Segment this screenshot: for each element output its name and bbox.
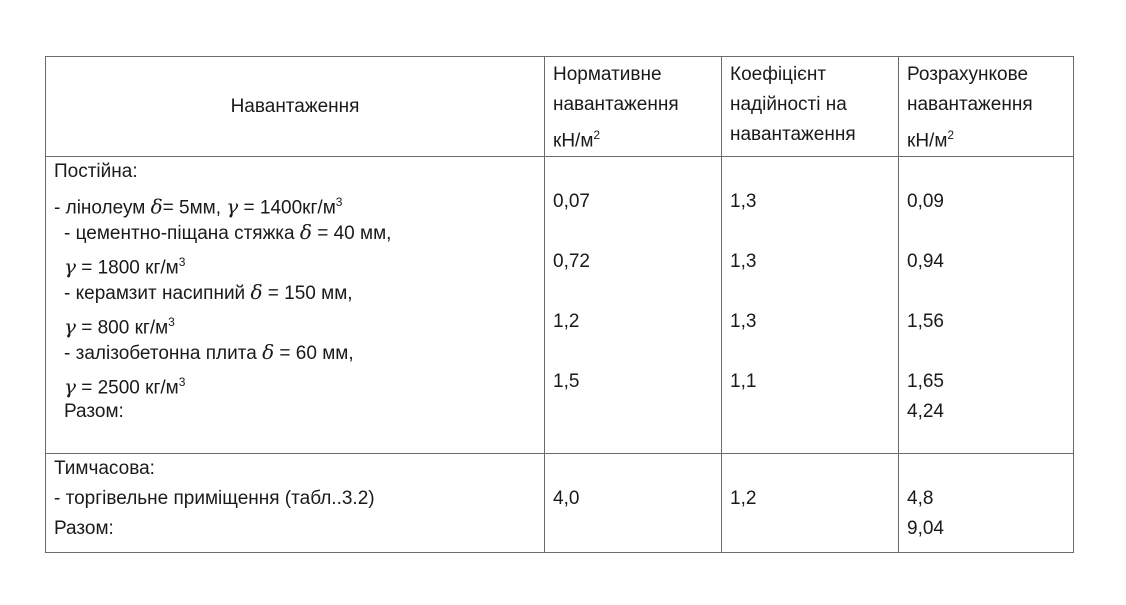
spacer xyxy=(907,337,1073,367)
spacer xyxy=(553,277,721,307)
claydite-thickness: = 150 мм, xyxy=(262,283,353,305)
temporary-total-label: Разом: xyxy=(54,518,114,540)
permanent-total-label: Разом: xyxy=(64,401,124,423)
normative-slab: 1,5 xyxy=(553,371,580,393)
spacer xyxy=(730,277,898,307)
spacer xyxy=(907,157,1073,187)
design-permanent-total: 4,24 xyxy=(907,401,944,423)
claydite-line2 xyxy=(54,307,544,337)
temporary-loads-row xyxy=(46,454,1074,553)
spacer xyxy=(907,217,1073,247)
header-normative-line2: навантаження xyxy=(553,94,679,115)
header-design xyxy=(899,57,1074,157)
coefficient-claydite: 1,3 xyxy=(730,311,757,333)
coefficient-linoleum: 1,3 xyxy=(730,191,757,213)
spacer xyxy=(730,337,898,367)
normative-claydite: 1,2 xyxy=(553,311,580,333)
gamma-symbol: γ xyxy=(226,194,239,219)
delta-symbol: δ xyxy=(262,340,275,365)
gamma-symbol: γ xyxy=(64,314,76,339)
delta-symbol: δ xyxy=(150,194,163,219)
permanent-loads-row xyxy=(46,157,1074,454)
design-temporary: 4,8 xyxy=(907,488,934,510)
slab-thickness: = 60 мм, xyxy=(274,343,354,365)
screed-density-exp: 3 xyxy=(178,255,186,270)
spacer xyxy=(553,157,721,187)
design-grand-total: 9,04 xyxy=(907,518,944,540)
spacer xyxy=(730,454,898,484)
header-design-unit-base: кН/м xyxy=(907,130,948,152)
coefficient-screed: 1,3 xyxy=(730,251,757,273)
normative-screed: 0,72 xyxy=(553,251,590,273)
slab-density-exp: 3 xyxy=(178,375,186,390)
spacer xyxy=(907,454,1073,484)
design-slab: 1,65 xyxy=(907,371,944,393)
delta-symbol: δ xyxy=(250,280,263,305)
header-load xyxy=(46,57,545,157)
linoleum-prefix: - лінолеум xyxy=(54,197,151,219)
header-normative-unit-base: кН/м xyxy=(553,130,594,152)
claydite-prefix: - керамзит насипний xyxy=(64,283,251,305)
loads-table xyxy=(45,56,1074,553)
screed-density: = 1800 кг/м xyxy=(75,257,179,279)
permanent-coefficient-values xyxy=(722,157,899,454)
normative-linoleum: 0,07 xyxy=(553,191,590,213)
gamma-symbol: γ xyxy=(64,374,76,399)
header-design-unit xyxy=(907,120,1073,156)
gamma-symbol: γ xyxy=(64,254,76,279)
temporary-coefficient-values xyxy=(722,454,899,553)
slab-density: = 2500 кг/м xyxy=(75,377,179,399)
header-normative-line1: Нормативне xyxy=(553,64,662,85)
header-coefficient xyxy=(722,57,899,157)
spacer xyxy=(553,217,721,247)
linoleum-thickness: = 5мм, xyxy=(162,197,227,219)
temporary-loads-description xyxy=(46,454,545,553)
header-normative xyxy=(545,57,722,157)
temporary-design-values xyxy=(899,454,1074,553)
linoleum-density-exp: 3 xyxy=(335,195,343,210)
header-load-label: Навантаження xyxy=(230,95,360,117)
slab-prefix: - залізобетонна плита xyxy=(64,343,263,365)
header-normative-unit xyxy=(553,120,721,156)
screed-prefix: - цементно-піщана стяжка xyxy=(64,223,300,245)
design-claydite: 1,56 xyxy=(907,311,944,333)
spacer xyxy=(553,454,721,484)
screed-line1 xyxy=(54,217,544,247)
spacer xyxy=(553,337,721,367)
claydite-density-exp: 3 xyxy=(168,315,175,330)
temporary-item: - торгівельне приміщення (табл..3.2) xyxy=(54,488,375,510)
screed-thickness: = 40 мм, xyxy=(311,223,392,245)
header-design-line2: навантаження xyxy=(907,94,1033,115)
header-design-unit-exp: 2 xyxy=(947,128,955,142)
table-header-row xyxy=(46,57,1074,157)
screed-line2 xyxy=(54,247,544,277)
temporary-normative-values xyxy=(545,454,722,553)
claydite-density: = 800 кг/м xyxy=(75,317,169,339)
delta-symbol: δ xyxy=(299,220,312,245)
spacer xyxy=(730,157,898,187)
linoleum-line xyxy=(54,187,544,217)
normative-temporary: 4,0 xyxy=(553,488,580,510)
header-normative-unit-exp: 2 xyxy=(593,128,601,142)
slab-line1 xyxy=(54,337,544,367)
linoleum-density: = 1400кг/м xyxy=(238,197,336,219)
coefficient-slab: 1,1 xyxy=(730,371,757,393)
coefficient-temporary: 1,2 xyxy=(730,488,757,510)
claydite-line1 xyxy=(54,277,544,307)
slab-line2 xyxy=(54,367,544,397)
permanent-design-values xyxy=(899,157,1074,454)
spacer xyxy=(907,277,1073,307)
design-linoleum: 0,09 xyxy=(907,191,944,213)
permanent-normative-values xyxy=(545,157,722,454)
spacer xyxy=(730,217,898,247)
header-design-line1: Розрахункове xyxy=(907,64,1029,85)
header-coefficient-line2: надійності на xyxy=(730,94,847,115)
temporary-title: Тимчасова: xyxy=(54,458,155,480)
header-coefficient-line3: навантаження xyxy=(730,124,856,145)
permanent-title: Постійна: xyxy=(54,161,138,183)
design-screed: 0,94 xyxy=(907,251,944,273)
permanent-loads-description xyxy=(46,157,545,454)
header-coefficient-line1: Коефіцієнт xyxy=(730,64,827,85)
